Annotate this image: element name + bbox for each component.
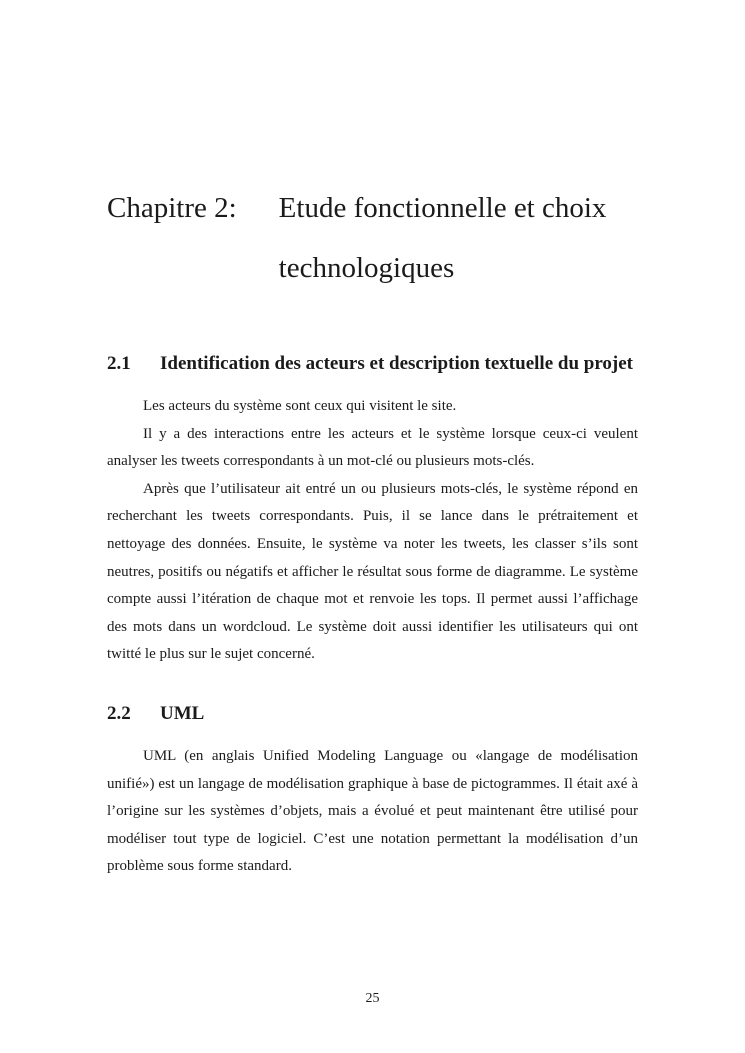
page-number: 25 bbox=[365, 991, 380, 1006]
paragraph: Après que l’utilisateur ait entré un ou plusieurs mots-clés, le système répond en recherchant les tweets correspondants. Puis, il se lance dans le prétraitement et nettoyage des données. Ensuite, le système va noter les tweets, les classer s’ils sont neutres, positifs ou négatifs et afficher le résultat sous forme de diagramme. Le système compte aussi l’itération de chaque mot et renvoie les tops. Il permet aussi l’affichage des mots dans un wordcloud. Le système doit aussi identifier les utilisateurs qui ont twitté le plus sur le sujet concerné. bbox=[107, 480, 638, 663]
chapter-title bbox=[279, 178, 607, 298]
chapter-title-line-1: Etude fonctionnelle et choix bbox=[278, 192, 607, 224]
section-number: 2.1 bbox=[107, 353, 131, 374]
paragraph: Il y a des interactions entre les acteurs et le système lorsque ceux-ci veulent analyser les tweets correspondants à un mot-clé ou plusieurs mots-clés. bbox=[107, 425, 638, 470]
chapter-title-line-2: technologiques bbox=[278, 252, 455, 284]
section-title: UML bbox=[160, 702, 205, 724]
section-number: 2.2 bbox=[107, 702, 131, 724]
paragraph: Les acteurs du système sont ceux qui visitent le site. bbox=[143, 398, 457, 414]
section-title: Identification des acteurs et description textuelle du projet bbox=[160, 353, 634, 374]
section-heading-2-1 bbox=[107, 343, 638, 384]
page-content bbox=[107, 178, 638, 881]
paragraph: UML (en anglais Unified Modeling Language ou «langage de modélisation unifié») est un langage de modélisation graphique à base de pictogrammes. Il était axé à l’origine sur les systèmes d’objets, mais a évolué et peut maintenant être utilisé pour modéliser tout type de logiciel. C’est une notation permettant la modélisation d’un problème sous forme standard. bbox=[107, 747, 638, 875]
chapter-heading bbox=[107, 178, 707, 298]
section-heading-2-2 bbox=[107, 693, 638, 734]
chapter-label: Chapitre 2: bbox=[107, 192, 237, 224]
